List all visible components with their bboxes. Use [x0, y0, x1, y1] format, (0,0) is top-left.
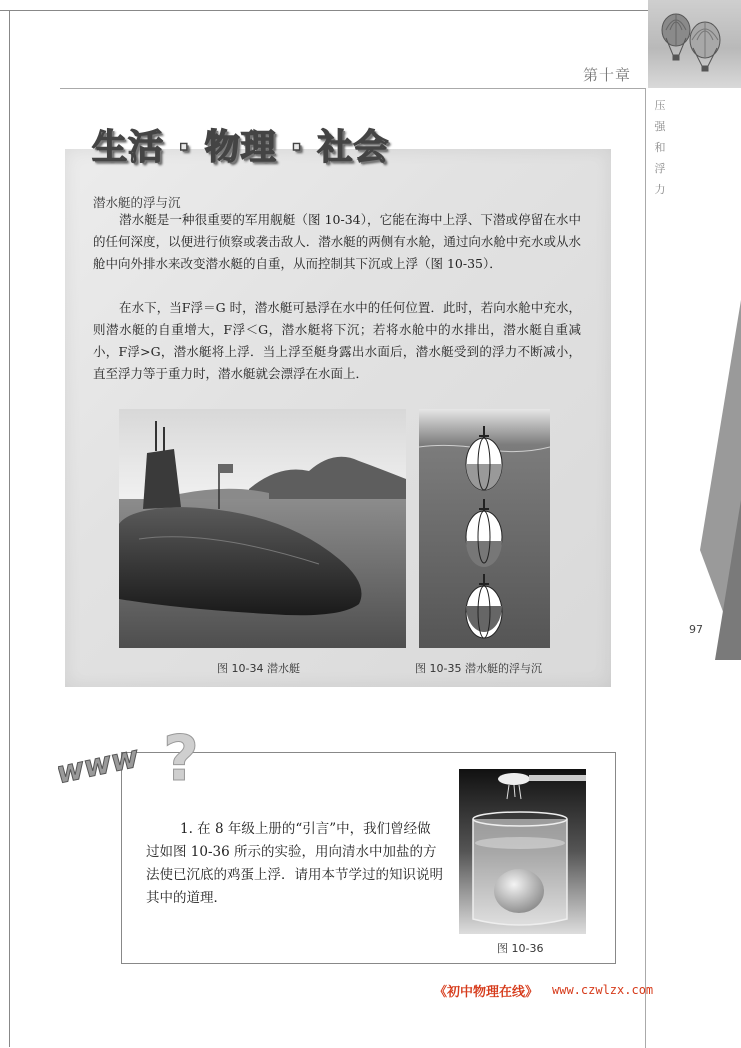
exercise-question — [146, 818, 444, 910]
chapter-side-title — [651, 95, 669, 200]
submarine-photo — [119, 409, 406, 648]
paragraph-text: 潜水艇是一种很重要的军用舰艇（图 10-34），它能在海中上浮、下潜或停留在水中的任何深度，以便进行侦察或袭击敌人．潜水艇的两侧有水舱，通过向水舱中充水或从水舱中向外排水来改变潜水艇的自重，从而控制其下沉或上浮（图 10-35）． — [93, 212, 581, 271]
side-char: 和 — [654, 141, 666, 154]
figure-caption-10-36: 图 10-36 — [497, 942, 544, 955]
footer-url[interactable]: www.czwlzx.com — [552, 983, 654, 997]
side-char: 压 — [654, 99, 666, 112]
submarine-illustration — [119, 409, 406, 648]
panel-title: 生活 · 物理 · 社会 — [92, 128, 390, 168]
svg-text:?: ? — [163, 722, 199, 795]
figure-caption-10-35: 图 10-35 潜水艇的浮与沉 — [415, 662, 542, 675]
paragraph-1 — [93, 209, 581, 275]
margin-decoration — [680, 300, 741, 660]
egg-experiment-photo — [459, 769, 586, 934]
exercise-text: 1. 在 8 年级上册的“引言”中，我们曾经做过如图 10-36 所示的实验，用向清水中加盐的方法使已沉底的鸡蛋上浮．请用本节学过的知识说明其中的道理． — [146, 821, 443, 906]
header-rule — [60, 88, 645, 89]
figure-caption-10-34: 图 10-34 潜水艇 — [217, 662, 300, 675]
paragraph-text: 在水下，当F浮＝G 时，潜水艇可悬浮在水中的任何位置．此时，若向水舱中充水，则潜水艇的自重增大，F浮＜G，潜水艇将下沉；若将水舱中的水排出，潜水艇自重减小，F浮>G，潜水艇将上浮．当上浮至艇身露出水面后，潜水艇受到的浮力不断减小，直至浮力等于重力时，潜水艇就会漂浮在水面上． — [93, 300, 581, 381]
egg-in-salt-water-illustration — [459, 769, 586, 934]
side-char: 强 — [654, 120, 666, 133]
side-char: 力 — [654, 183, 666, 196]
www-question-icon — [58, 715, 223, 795]
page-frame-top — [0, 10, 741, 11]
submarine-cross-section-diagram — [419, 409, 550, 648]
paragraph-2 — [93, 297, 581, 385]
balloon-image — [648, 0, 741, 88]
page-number: 97 — [689, 623, 703, 636]
sink-float-diagram — [419, 409, 550, 648]
chapter-label: 第十章 — [583, 66, 632, 84]
side-char: 浮 — [654, 162, 666, 175]
page-frame-left — [9, 10, 10, 1047]
hot-air-balloon-icon — [648, 0, 741, 88]
footer-site-name: 《初中物理在线》 — [434, 985, 539, 1000]
www-logo — [58, 715, 223, 795]
article-heading: 潜水艇的浮与沉 — [93, 195, 181, 210]
svg-text:www: www — [58, 739, 142, 792]
margin-rule — [645, 88, 646, 1048]
